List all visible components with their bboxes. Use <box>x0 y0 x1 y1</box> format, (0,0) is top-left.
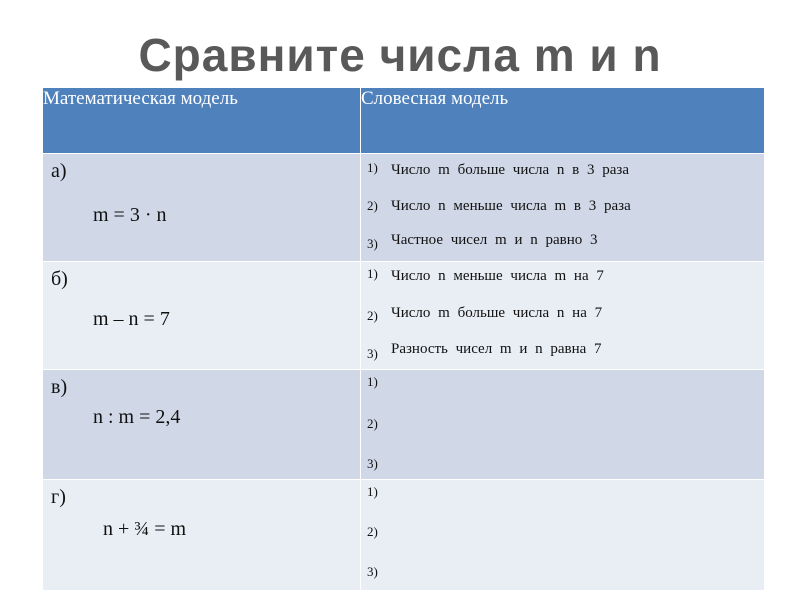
table-header-row <box>43 88 765 154</box>
word-model-cell <box>361 154 765 262</box>
row-letter: а) <box>51 160 67 182</box>
statement-text: Число n меньше числа m на 7 <box>391 268 604 284</box>
word-model-cell <box>361 480 765 591</box>
item-number: 2) <box>367 416 378 431</box>
formula: n + ¾ = m <box>103 518 187 540</box>
item-number: 2) <box>367 524 378 539</box>
item-number: 1) <box>367 374 378 389</box>
math-model-cell <box>43 480 361 591</box>
table-row <box>43 480 765 591</box>
math-model-cell <box>43 154 361 262</box>
statement-text: Число m больше числа n в 3 раза <box>391 162 629 178</box>
item-number: 1) <box>367 484 378 499</box>
math-model-cell <box>43 370 361 480</box>
item-number: 3) <box>367 236 378 251</box>
table-row <box>43 262 765 370</box>
formula: m = 3 · n <box>93 204 167 226</box>
models-table <box>42 87 765 591</box>
page-title: Сравните числа m и n <box>138 29 662 81</box>
formula: m – n = 7 <box>93 308 170 330</box>
statement-text: Частное чисел m и n равно 3 <box>391 232 598 248</box>
item-number: 3) <box>367 456 378 471</box>
statement-text: Число n меньше числа m в 3 раза <box>391 198 631 214</box>
math-model-cell <box>43 262 361 370</box>
item-number: 3) <box>367 564 378 579</box>
statement-text: Разность чисел m и n равна 7 <box>391 341 602 357</box>
item-number: 3) <box>367 346 378 361</box>
item-number: 1) <box>367 266 378 281</box>
header-word-model: Словесная модель <box>361 88 765 154</box>
formula: n : m = 2,4 <box>93 406 181 428</box>
row-letter: в) <box>51 376 68 398</box>
word-model-cell <box>361 262 765 370</box>
row-letter: г) <box>51 486 66 508</box>
header-math-model: Математическая модель <box>43 88 361 154</box>
row-letter: б) <box>51 268 68 290</box>
word-model-cell <box>361 370 765 480</box>
item-number: 1) <box>367 160 378 175</box>
statement-text: Число m больше числа n на 7 <box>391 305 603 321</box>
item-number: 2) <box>367 308 378 323</box>
table-row <box>43 370 765 480</box>
item-number: 2) <box>367 198 378 213</box>
table-row <box>43 154 765 262</box>
